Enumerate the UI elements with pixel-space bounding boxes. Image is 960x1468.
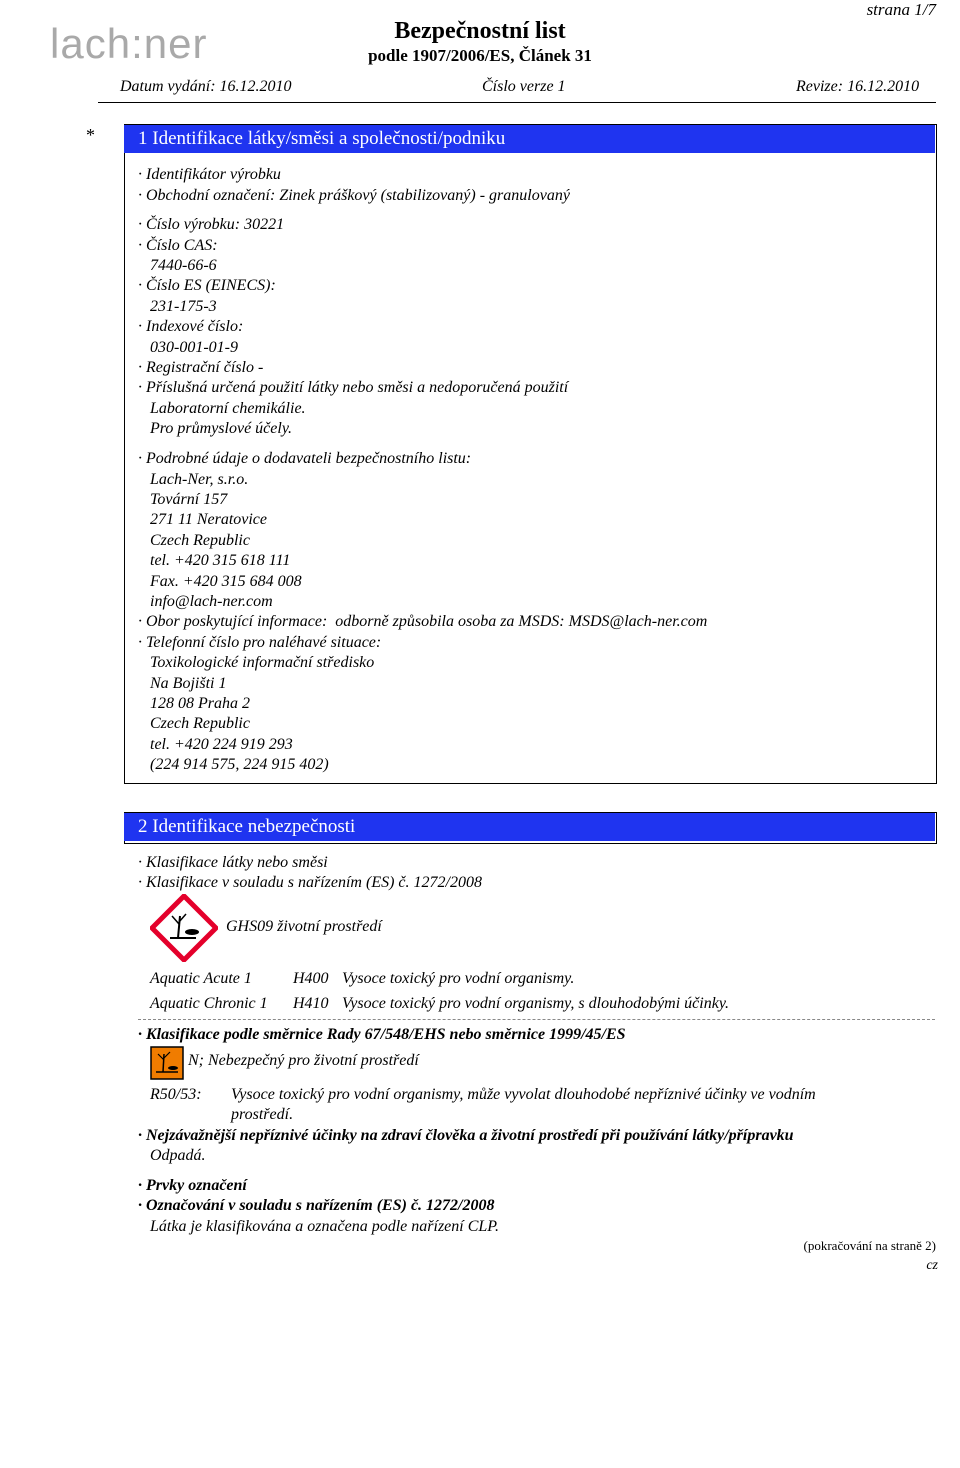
index-value: 030-001-01-9 [150,339,238,356]
n-symbol-label: N; Nebezpečný pro životní prostředí [188,1052,419,1069]
dashed-divider [138,1019,935,1020]
company-logo: lach:ner [50,20,208,67]
clp-marking-label: · Označování v souladu s nařízením (ES) č. 1272/2008 [138,1197,494,1215]
page-number: strana 1/7 [866,0,936,19]
supplier-email: info@lach-ner.com [150,593,273,610]
supplier-line: Fax. +420 315 684 008 [150,573,302,590]
trade-name-row: · Obchodní označení: Zinek práškový (stabilizovaný) - granulovaný [138,187,570,205]
issue-date: Datum vydání: 16.12.2010 [120,78,292,95]
n-environment-icon [150,1046,184,1080]
hazard-code: H410 [293,995,329,1012]
revision-date: Revize: 16.12.2010 [796,78,920,95]
emergency-line: Czech Republic [150,715,250,732]
emergency-line: Na Bojišti 1 [150,675,227,692]
emergency-line: Toxikologické informační středisko [150,654,375,671]
hazard-statement: Vysoce toxický pro vodní organismy. [342,970,575,987]
document-title: Bezpečnostní list [394,18,566,44]
cas-value: 7440-66-6 [150,257,217,274]
use-line: Pro průmyslové účely. [150,420,293,437]
hazard-class: Aquatic Chronic 1 [150,995,268,1012]
info-row: · Obor poskytující informace: odborně způsobila osoba za MSDS: MSDS@lach-ner.com [138,613,707,631]
emergency-line: (224 914 575, 224 915 402) [150,756,329,773]
language-code: cz [926,1258,938,1273]
supplier-line: Czech Republic [150,532,250,549]
ghs09-label: GHS09 životní prostředí [226,918,382,935]
continued-note: (pokračování na straně 2) [803,1238,936,1253]
uses-label: · Příslušná určená použití látky nebo směsi a nedoporučená použití [138,379,568,397]
revision-marker: * [86,125,95,145]
effects-label: · Nejzávažnější nepříznivé účinky na zdraví člověka a životní prostředí při používání látky/přípravku [138,1127,794,1145]
section-2-header: 2 Identifikace nebezpečnosti [124,813,935,841]
product-number-row: · Číslo výrobku: 30221 [138,216,284,234]
index-label: · Indexové číslo: [138,318,243,336]
classification-label: · Klasifikace látky nebo směsi [138,854,328,872]
emergency-label: · Telefonní číslo pro naléhavé situace: [138,634,381,652]
supplier-line: 271 11 Neratovice [150,511,268,528]
header-divider [98,102,936,103]
section-1-header: 1 Identifikace látky/směsi a společnosti/podniku [124,125,935,153]
label-elements-label: · Prvky označení [138,1177,247,1195]
hazard-code: H400 [293,970,329,987]
product-identifier-label: · Identifikátor výrobku [138,166,281,184]
hazard-class: Aquatic Acute 1 [150,970,252,987]
r-phrase-code: R50/53: [150,1086,202,1103]
version-number: Číslo verze 1 [482,78,566,95]
effects-value: Odpadá. [150,1147,206,1164]
ghs09-environment-icon [150,894,218,962]
supplier-line: Lach-Ner, s.r.o. [150,471,249,488]
es-label: · Číslo ES (EINECS): [138,277,276,295]
dsd-classification-label: · Klasifikace podle směrnice Rady 67/548/EHS nebo směrnice 1999/45/ES [138,1026,626,1044]
hazard-statement: Vysoce toxický pro vodní organismy, s dlouhodobými účinky. [342,995,730,1012]
emergency-line: 128 08 Praha 2 [150,695,250,712]
emergency-line: tel. +420 224 919 293 [150,736,293,753]
supplier-label: · Podrobné údaje o dodavateli bezpečnostního listu: [138,450,471,468]
clp-marking-text: Látka je klasifikována a označena podle nařízení CLP. [150,1218,500,1235]
registration-label: · Registrační číslo - [138,359,263,377]
r-phrase-text: Vysoce toxický pro vodní organismy, může vyvolat dlouhodobé nepříznivé účinky ve vodním [231,1086,816,1103]
es-value: 231-175-3 [150,298,217,315]
supplier-line: Tovární 157 [150,491,228,508]
r-phrase-text: prostředí. [231,1106,294,1123]
cas-label: · Číslo CAS: [138,237,218,255]
supplier-line: tel. +420 315 618 111 [150,552,291,569]
clp-classification-label: · Klasifikace v souladu s nařízením (ES) č. 1272/2008 [138,874,482,892]
use-line: Laboratorní chemikálie. [150,400,306,417]
document-subtitle: podle 1907/2006/ES, Článek 31 [368,46,592,65]
